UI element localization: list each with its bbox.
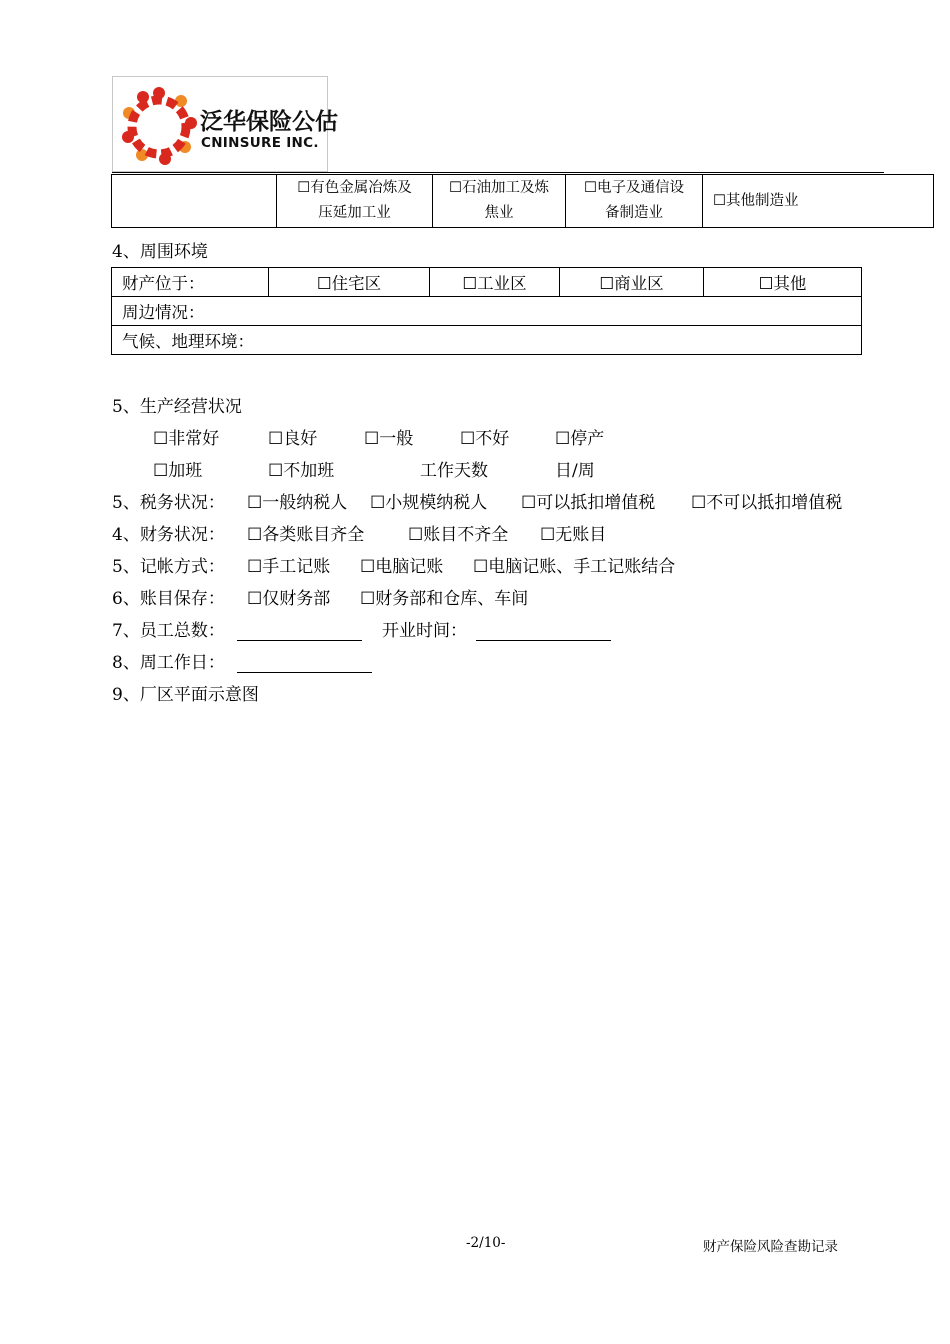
location-option-commercial[interactable]: ☐商业区	[560, 268, 704, 297]
finance-option-complete[interactable]: ☐各类账目齐全	[247, 525, 365, 545]
industry-option-electronics[interactable]	[566, 175, 703, 228]
document-title: 财产保险风险查勘记录	[703, 1239, 838, 1255]
industry-option-other[interactable]	[703, 175, 934, 228]
surroundings-field[interactable]: 周边情况：	[112, 297, 862, 326]
status-option-halted[interactable]: ☐停产	[555, 429, 605, 449]
tax-option-small-scale[interactable]: ☐小规模纳税人	[370, 493, 488, 513]
table-row	[112, 268, 862, 297]
status-option-good[interactable]: ☐良好	[268, 429, 318, 449]
industry-option-nonferrous[interactable]	[277, 175, 433, 228]
operations-heading: 5、生产经营状况	[112, 397, 242, 417]
finance-option-incomplete[interactable]: ☐账目不齐全	[408, 525, 509, 545]
location-option-residential[interactable]: ☐住宅区	[269, 268, 430, 297]
overtime-option-yes[interactable]: ☐加班	[153, 461, 203, 481]
opening-date-field[interactable]	[476, 622, 611, 641]
workday-label: 8、周工作日：	[112, 653, 225, 673]
location-label: 财产位于：	[112, 268, 269, 297]
table-row	[112, 326, 862, 355]
status-option-average[interactable]: ☐一般	[364, 429, 414, 449]
location-option-industrial[interactable]: ☐工业区	[430, 268, 560, 297]
table-row	[112, 297, 862, 326]
bookkeeping-option-manual[interactable]: ☐手工记账	[247, 557, 331, 577]
per-week-label: 日/周	[555, 461, 595, 481]
site-plan-label: 9、厂区平面示意图	[112, 685, 259, 705]
bookkeeping-option-combined[interactable]: ☐电脑记账、手工记账结合	[473, 557, 676, 577]
workdays-label: 工作天数	[420, 461, 488, 481]
status-option-very-good[interactable]: ☐非常好	[153, 429, 220, 449]
records-option-finance-only[interactable]: ☐仅财务部	[247, 589, 331, 609]
industry-cell-blank	[112, 175, 277, 228]
industry-option-label: ☐有色金属冶炼及 压延加工业	[297, 180, 412, 221]
bookkeeping-option-computer[interactable]: ☐电脑记账	[360, 557, 444, 577]
tax-option-non-deductible[interactable]: ☐不可以抵扣增值税	[691, 493, 843, 513]
table-row	[112, 175, 934, 228]
environment-heading: 4、周围环境	[112, 242, 208, 262]
industry-option-label: ☐其他制造业	[713, 192, 799, 209]
staff-label: 7、员工总数：	[112, 621, 225, 641]
workday-field[interactable]	[237, 654, 372, 673]
page-number: -2/10-	[466, 1235, 506, 1251]
tax-option-deductible[interactable]: ☐可以抵扣增值税	[521, 493, 656, 513]
tax-label: 5、税务状况：	[112, 493, 225, 513]
records-label: 6、账目保存：	[112, 589, 225, 609]
industry-option-label: ☐石油加工及炼 焦业	[449, 180, 549, 221]
overtime-option-no[interactable]: ☐不加班	[268, 461, 335, 481]
location-option-other[interactable]: ☐其他	[704, 268, 862, 297]
logo-english-name: CNINSURE INC.	[201, 135, 319, 151]
staff-count-field[interactable]	[237, 622, 362, 641]
climate-field[interactable]: 气候、地理环境：	[112, 326, 862, 355]
status-option-poor[interactable]: ☐不好	[460, 429, 510, 449]
industry-table	[111, 174, 934, 228]
environment-table	[111, 267, 862, 355]
industry-option-petroleum[interactable]	[433, 175, 566, 228]
logo-chinese-name: 泛华保险公估	[200, 109, 338, 135]
opening-date-label: 开业时间：	[382, 621, 467, 641]
industry-option-label: ☐电子及通信设 备制造业	[584, 180, 684, 221]
records-option-finance-warehouse[interactable]: ☐财务部和仓库、车间	[360, 589, 529, 609]
finance-label: 4、财务状况：	[112, 525, 225, 545]
bookkeeping-label: 5、记帐方式：	[112, 557, 225, 577]
gear-logo-icon	[113, 77, 203, 169]
header-divider	[112, 172, 884, 173]
tax-option-general[interactable]: ☐一般纳税人	[247, 493, 348, 513]
finance-option-none[interactable]: ☐无账目	[540, 525, 607, 545]
